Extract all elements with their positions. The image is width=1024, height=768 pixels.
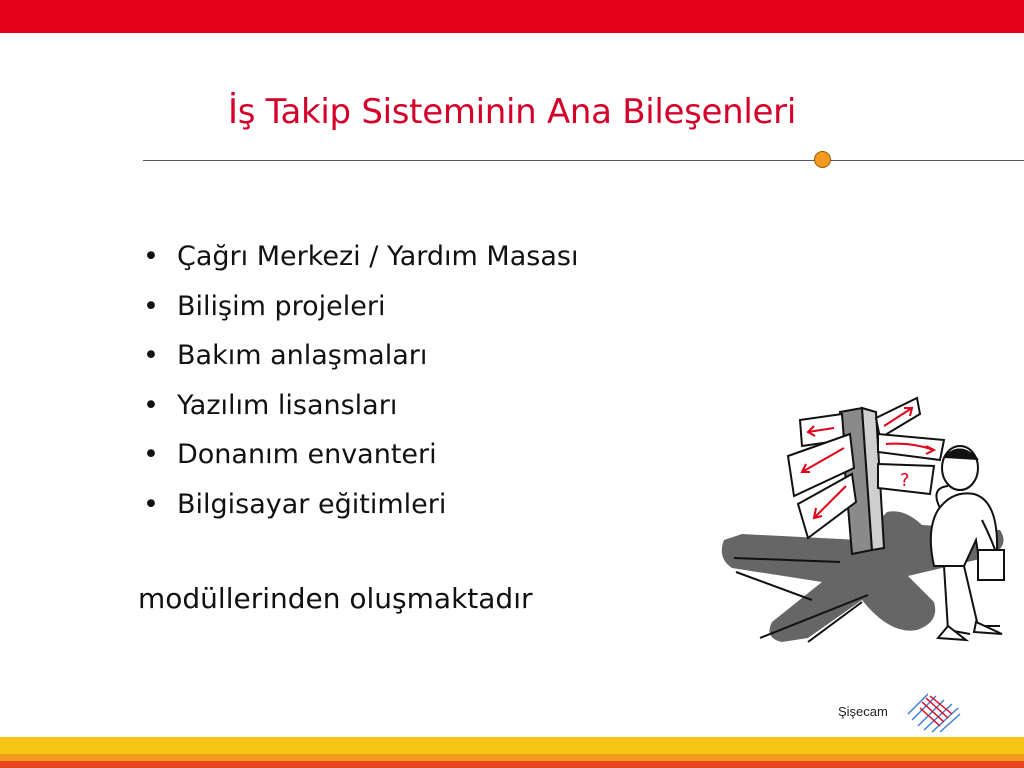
list-item-label: Bakım anlaşmaları (177, 340, 428, 371)
list-item (143, 282, 578, 332)
company-logo-text: Şişecam (838, 704, 888, 719)
list-item-label: Yazılım lisansları (177, 389, 398, 421)
list-item-label: Çağrı Merkezi / Yardım Masası (177, 241, 579, 272)
company-logo-icon (902, 690, 962, 734)
footer-orange-band (0, 754, 1024, 761)
list-item (143, 480, 578, 530)
bullet-glyph: • (143, 290, 159, 322)
list-item (143, 430, 578, 480)
closing-text: modüllerinden oluşmaktadır (138, 582, 533, 615)
signpost-man-illustration (712, 390, 1022, 660)
bullet-glyph: • (143, 340, 159, 371)
sign-question-mark: ? (900, 470, 910, 491)
list-item (143, 381, 578, 431)
bullet-glyph: • (143, 389, 159, 421)
list-item-label: Donanım envanteri (177, 439, 437, 470)
title-divider (143, 160, 1024, 161)
list-item (143, 232, 578, 282)
thinking-man-figure (931, 446, 1004, 640)
list-item (143, 331, 578, 381)
top-red-bar (0, 0, 1024, 33)
footer-yellow-band (0, 737, 1024, 754)
bullet-glyph: • (143, 241, 159, 272)
slide-title: İş Takip Sisteminin Ana Bileşenleri (227, 92, 796, 132)
bullet-glyph: • (143, 488, 159, 520)
bullet-list (143, 232, 578, 529)
divider-dot (814, 151, 831, 168)
bullet-glyph: • (143, 439, 159, 470)
footer-red-band (0, 761, 1024, 768)
list-item-label: Bilişim projeleri (177, 290, 386, 322)
list-item-label: Bilgisayar eğitimleri (177, 488, 447, 520)
